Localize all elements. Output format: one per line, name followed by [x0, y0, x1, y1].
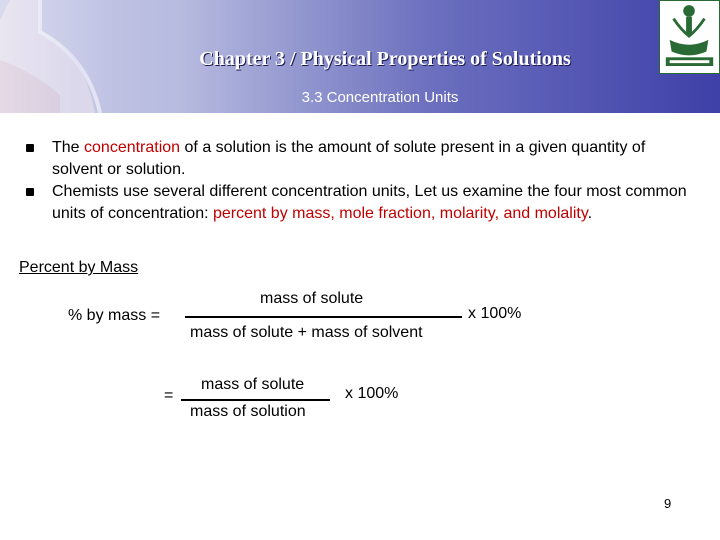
page-number: 9 — [664, 496, 672, 511]
bullet-list — [24, 137, 694, 225]
formula2-denominator: mass of solution — [190, 403, 306, 420]
university-logo-icon — [659, 0, 720, 74]
highlight-term: concentration — [84, 139, 181, 156]
formula2-numerator: mass of solute — [201, 376, 305, 393]
formula1-denominator: mass of solute + mass of solvent — [190, 324, 423, 341]
formula2-equals: = — [164, 387, 174, 404]
fraction-bar — [185, 316, 462, 318]
bullet-text-part: Chemists use several different concentration units, Let us examine the four most common units of concentration: — [52, 183, 687, 222]
highlight-term: percent by mass, mole fraction, molarity, and molality — [212, 205, 588, 222]
flask-icon — [0, 0, 150, 113]
square-bullet-icon — [26, 188, 34, 196]
section-heading: Percent by Mass — [19, 259, 139, 276]
slide-header — [0, 0, 720, 113]
formula2-multiplier: x 100% — [345, 385, 399, 402]
square-bullet-icon — [26, 144, 34, 152]
formula1-multiplier: x 100% — [468, 305, 522, 322]
list-item — [24, 181, 694, 225]
formula1-lhs: % by mass = — [68, 307, 161, 324]
fraction-bar — [181, 399, 330, 401]
formula1-numerator: mass of solute — [260, 290, 364, 307]
bullet-text-part: of a solution is the amount of solute present in a given quantity of solvent or solution. — [52, 139, 646, 178]
bullet-text-part: . — [587, 205, 593, 222]
slide-subtitle: 3.3 Concentration Units — [301, 89, 459, 106]
list-item — [24, 137, 694, 181]
slide-title: Chapter 3 / Physical Properties of Solutions — [199, 48, 571, 70]
bullet-text-part: The — [52, 139, 85, 156]
